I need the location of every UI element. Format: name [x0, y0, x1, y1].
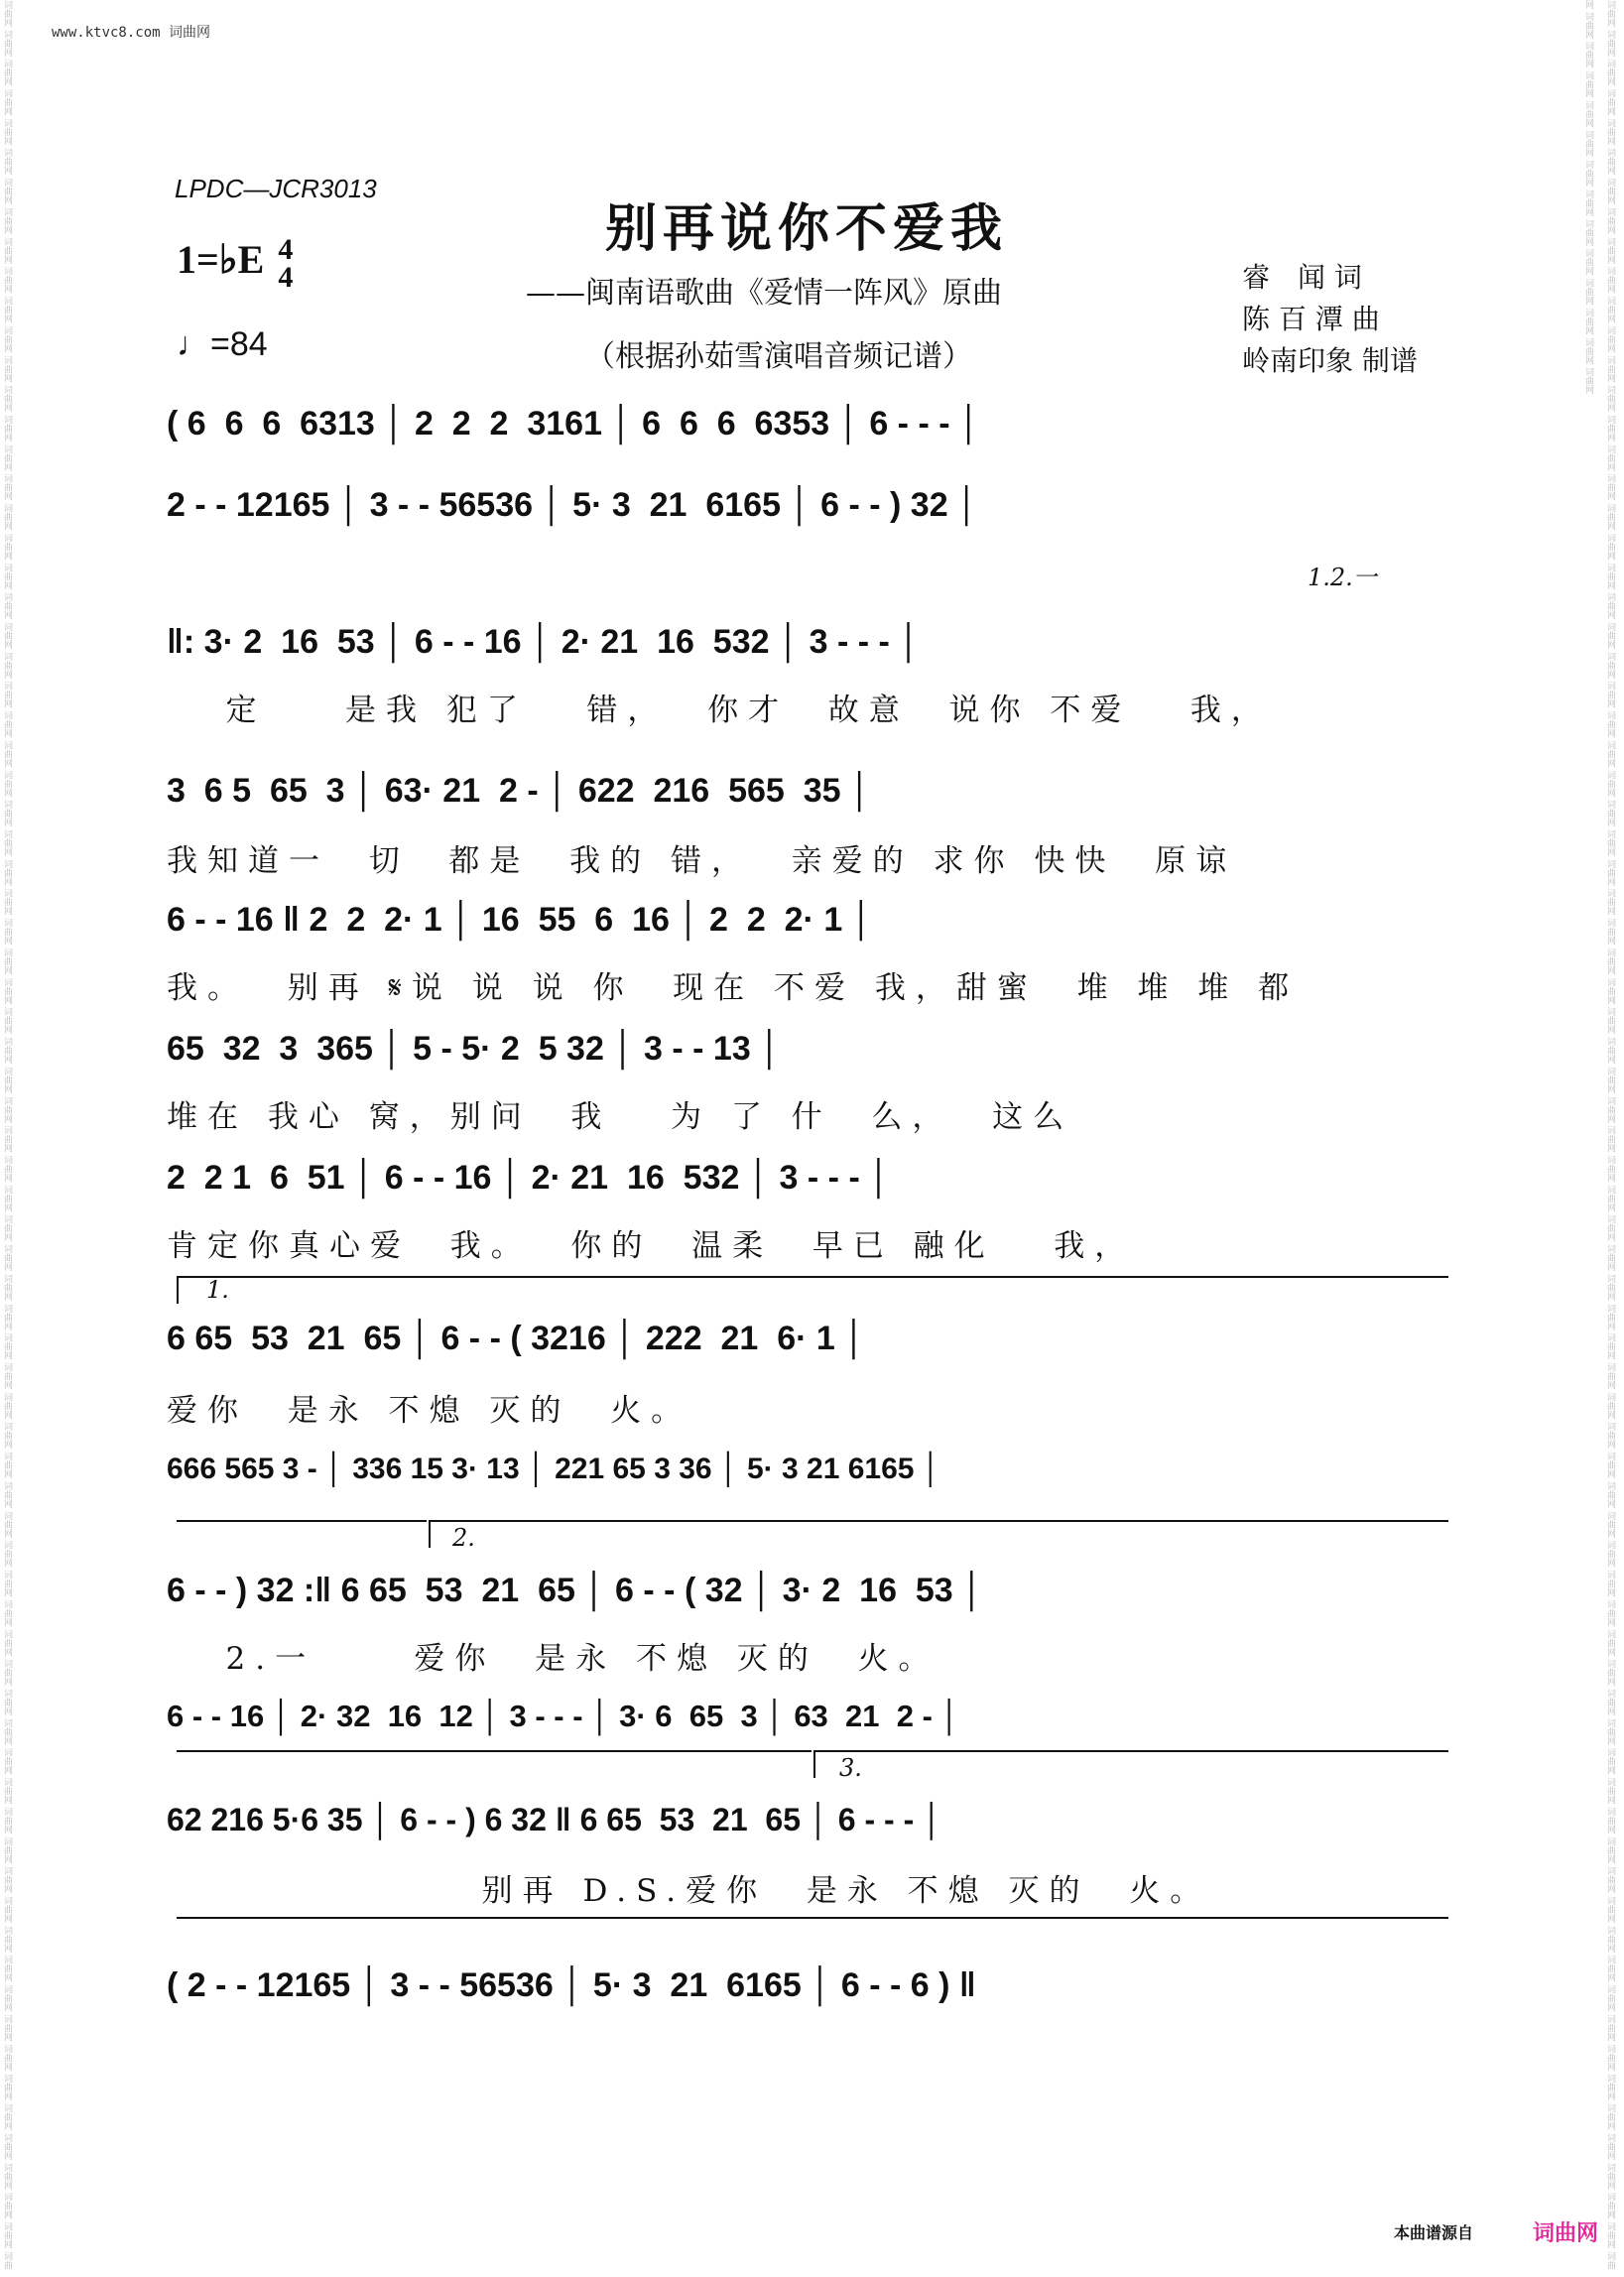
footer-brand-logo: 词曲网: [1533, 2221, 1599, 2246]
arranger-credit: 岭南印象 制谱: [1242, 344, 1418, 377]
volta-label-2: 2.: [452, 1524, 475, 1552]
volta-bracket-1-end: [177, 1520, 427, 1522]
volta-bracket-3: [813, 1750, 1448, 1752]
volta-label-3: 3.: [839, 1754, 862, 1782]
time-top: 4: [278, 233, 294, 266]
score-line-6: 65 32 3 365 │ 5 - 5· 2 5 32 │ 3 - - 13 │: [167, 1030, 782, 1068]
coda-line: [177, 1917, 1448, 1919]
score-line-2: 2 - - 12165 │ 3 - - 56536 │ 5· 3 21 6165 │ 6 - - ) 32 │: [167, 486, 979, 524]
lyrics-line-4: 我知道一 切 都是 我的 错， 亲爱的 求你 快快 原谅: [167, 843, 1237, 879]
volta-bracket-1: [177, 1276, 1448, 1278]
lyrics-line-6: 堆在 我心 窝，别问 我 为 了 什 么， 这么: [167, 1099, 1074, 1135]
volta-bracket-2: [429, 1520, 1448, 1522]
lyrics-line-5: 我。 别再 𝄋说 说 说 你 现在 不爱 我，甜蜜 堆 堆 堆 都: [167, 970, 1300, 1006]
lyrics-line-10: 2.一 爱你 是永 不熄 灭的 火。: [167, 1641, 939, 1677]
volta-bracket-1-edge: [177, 1276, 179, 1304]
key-label: 1=♭E: [177, 237, 265, 283]
lyrics-line-7: 肯定你真心爱 我。 你的 温柔 早已 融化 我，: [167, 1228, 1136, 1264]
score-line-1: ( 6 6 6 6313 │ 2 2 2 3161 │ 6 6 6 6353 │ 6 - - - │: [167, 405, 981, 443]
score-line-3: ‖: 3· 2 16 53 │ 6 - - 16 │ 2· 21 16 532 │ 3 - - - │: [167, 623, 921, 661]
song-subtitle: ——闽南语歌曲《爱情一阵风》原曲: [526, 276, 1002, 311]
volta-bracket-3-edge: [813, 1750, 815, 1778]
time-bottom: 4: [278, 261, 294, 294]
tempo-marking: ♩=84: [177, 325, 268, 363]
site-url: www.ktvc8.com 词曲网: [52, 25, 211, 41]
key-signature: [177, 233, 294, 294]
right-watermark-strip: 词曲网 词曲网 词曲网 词曲网 词曲网 词曲网 词曲网 词曲网 词曲网 词曲网 词曲网 词曲网 词曲网 词曲网 词曲网 词曲网 词曲网 词曲网 词曲网 词曲网 词曲网 词曲网 词曲网 词曲网 词曲网 词曲网 词曲网 词曲网 词曲网 词曲网 词曲网 词曲网 词曲网 词曲网 词曲网 词曲网 词曲网 词曲网 词曲网 词曲网 词曲网 词曲网 词曲网 词曲网 词曲网 词曲网 词曲网 词曲网 词曲网 词曲网 词曲网 词曲网 词曲网 词曲网 词曲网 词曲网 词曲网 词曲网 词曲网 词曲网 词曲网 词曲网 词曲网 词曲网 词曲网 词曲网 词曲网 词曲网 词曲网 词曲网 词曲网 词曲网 词曲网 词曲网 词曲网 词曲网 词曲网 词曲网 词曲网 词曲网 词曲网 词曲网 词曲网 词曲网 词曲网 词曲网 词曲网 词曲网 词曲网 词曲网: [1583, 0, 1615, 2270]
composer-credit: 陈 百 潭 曲: [1242, 303, 1380, 335]
volta-label-1: 1.: [206, 1276, 229, 1304]
volta-bracket-2-end: [177, 1750, 812, 1752]
footer-source-label: 本曲谱源自: [1394, 2223, 1474, 2242]
score-line-5: 6 - - 16 ‖ 2 2 2· 1 │ 16 55 6 16 │ 2 2 2· 1 │: [167, 901, 873, 939]
score-line-11: 6 - - 16 │ 2· 32 16 12 │ 3 - - - │ 3· 6 65 3 │ 63 21 2 - │: [167, 1699, 960, 1733]
score-line-9: 666 565 3 - │ 336 15 3· 13 │ 221 65 3 36 │ 5· 3 21 6165 │: [167, 1453, 941, 1485]
song-title: 别再说你不爱我: [605, 198, 1009, 259]
score-line-10: 6 - - ) 32 :‖ 6 65 53 21 65 │ 6 - - ( 32 │ 3· 2 16 53 │: [167, 1572, 984, 1609]
transcription-note: （根据孙茹雪演唱音频记谱）: [585, 339, 972, 374]
lyricist-credit: 睿 闻 词: [1242, 261, 1362, 294]
score-line-12: 62 216 5·6 35 │ 6 - - ) 6 32 ‖ 6 65 53 21 65 │ 6 - - - │: [167, 1802, 943, 1837]
lyrics-line-8: 爱你 是永 不熄 灭的 火。: [167, 1393, 692, 1429]
score-line-8: 6 65 53 21 65 │ 6 - - ( 3216 │ 222 21 6· 1 │: [167, 1320, 866, 1357]
volta-marking-12: 1.2.一: [1308, 564, 1377, 591]
score-code: LPDC—JCR3013: [175, 174, 377, 203]
volta-bracket-2-edge: [429, 1520, 431, 1548]
score-line-13: ( 2 - - 12165 │ 3 - - 56536 │ 5· 3 21 6165 │ 6 - - 6 ) ‖: [167, 1966, 976, 2004]
left-watermark-strip: 词曲网 词曲网 词曲网 词曲网 词曲网 词曲网 词曲网 词曲网 词曲网 词曲网 词曲网 词曲网 词曲网 词曲网 词曲网 词曲网 词曲网 词曲网 词曲网 词曲网 词曲网 词曲网 词曲网 词曲网 词曲网 词曲网 词曲网 词曲网 词曲网 词曲网 词曲网 词曲网 词曲网 词曲网 词曲网 词曲网 词曲网 词曲网 词曲网 词曲网 词曲网 词曲网 词曲网 词曲网 词曲网 词曲网 词曲网 词曲网 词曲网 词曲网 词曲网 词曲网 词曲网 词曲网 词曲网 词曲网 词曲网 词曲网 词曲网 词曲网 词曲网 词曲网 词曲网 词曲网 词曲网 词曲网 词曲网 词曲网 词曲网 词曲网 词曲网 词曲网 词曲网 词曲网 词曲网 词曲网 词曲: [2, 0, 12, 2270]
score-line-4: 3 6 5 65 3 │ 63· 21 2 - │ 622 216 565 35 │: [167, 772, 872, 810]
lyrics-line-12: 别再 D.S.爱你 是永 不熄 灭的 火。: [167, 1873, 1211, 1909]
lyrics-line-3: 定 是我 犯了 错， 你才 故意 说你 不爱 我，: [167, 693, 1272, 728]
time-signature: [278, 233, 294, 294]
score-line-7: 2 2 1 6 51 │ 6 - - 16 │ 2· 21 16 532 │ 3 - - - │: [167, 1159, 891, 1197]
